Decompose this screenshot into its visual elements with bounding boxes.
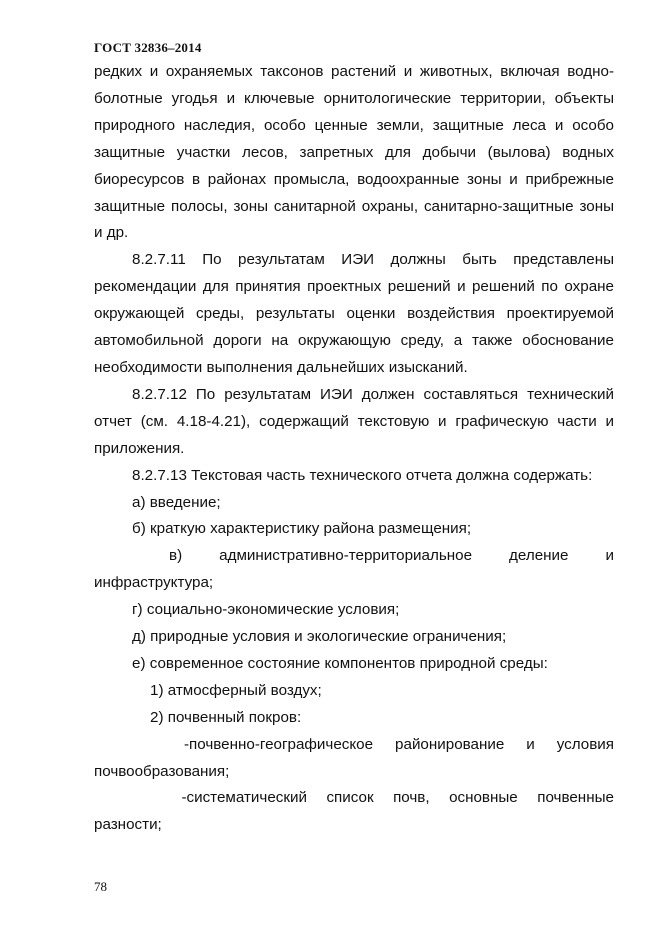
sub-item-2: 2) почвенный покров: <box>150 708 302 726</box>
dash-item-1-word-4: условия <box>556 735 614 753</box>
dash-item-1-word-1: -почвенно-географическое <box>183 735 374 753</box>
list-item-v-word-2: деление <box>509 547 569 565</box>
dash-item-1-line2: почвообразования; <box>94 762 230 780</box>
list-item-e: е) современное состояние компонентов природной среды: <box>132 654 548 672</box>
dash-item-2-word-3: почв, <box>393 789 430 807</box>
dash-item-2-word-1: -систематический <box>181 789 307 807</box>
list-item-g: г) социально-экономические условия; <box>132 601 400 619</box>
indent-spacer <box>94 732 162 759</box>
dash-item-1-word-3: и <box>526 735 535 753</box>
dash-item-2-line1 <box>94 785 614 812</box>
list-item-a: а) введение; <box>132 493 221 511</box>
document-code-header: ГОСТ 32836–2014 <box>94 40 202 55</box>
list-item-v-word-1: административно-территориальное <box>219 547 473 565</box>
page-number: 78 <box>94 879 107 894</box>
dash-item-2-line2: разности; <box>94 816 162 834</box>
dash-item-2-word-4: основные <box>449 789 518 807</box>
indent-spacer <box>94 543 132 570</box>
dash-item-2-word-2: список <box>326 789 374 807</box>
list-item-b: б) краткую характеристику района размещения; <box>132 520 472 538</box>
paragraph-continuation: редких и охраняемых таксонов растений и животных, включая водно-болотные угодья и ключевые орнитологические территории, объекты природного наследия, особо ценные земли, защитные леса и особо защитные участки лесов, запретных для добычи (вылова) водных биоресурсов в районах промысла, водоохранные зоны и прибрежные защитные полосы, зоны санитарной охраны, санитарно-защитные зоны и др. <box>94 63 614 242</box>
list-item-v-line1 <box>94 543 614 570</box>
document-body <box>94 59 614 839</box>
dash-item-2-word-5: почвенные <box>537 789 614 807</box>
sub-item-1: 1) атмосферный воздух; <box>150 681 322 699</box>
paragraph-8-2-7-11: 8.2.7.11 По результатам ИЭИ должны быть представлены рекомендации для принятия проектных решений и решений по охране окружающей среды, результаты оценки воздействия проектируемой автомобильной дороги на окружающую среду, а также обоснование необходимости выполнения дальнейших изысканий. <box>94 251 614 376</box>
dash-item-1-word-2: районирование <box>395 735 505 753</box>
paragraph-8-2-7-12: 8.2.7.12 По результатам ИЭИ должен составляться технический отчет (см. 4.18-4.21), содержащий текстовую и графическую части и приложения. <box>94 385 614 457</box>
list-item-v-word-3: и <box>605 547 614 565</box>
indent-spacer <box>94 785 162 812</box>
list-item-d: д) природные условия и экологические ограничения; <box>132 628 507 646</box>
dash-item-1-line1 <box>94 732 614 759</box>
paragraph-8-2-7-13: 8.2.7.13 Текстовая часть технического отчета должна содержать: <box>132 466 593 484</box>
list-item-v-marker: в) <box>169 547 183 565</box>
list-item-v-line2: инфраструктура; <box>94 574 214 592</box>
